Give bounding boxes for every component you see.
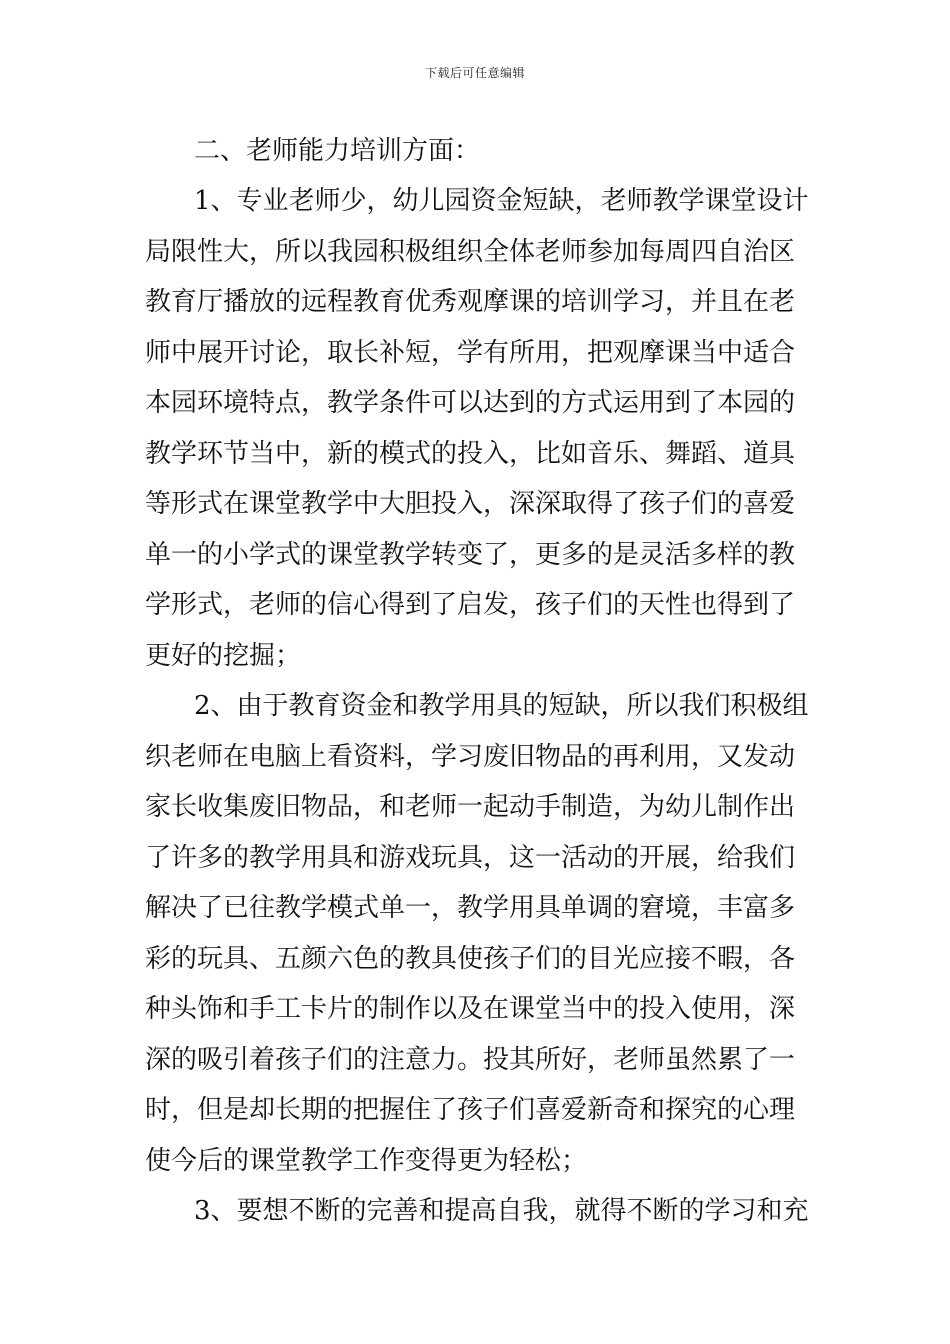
paragraph-line: 等形式在课堂教学中大胆投入，深深取得了孩子们的喜爱 bbox=[145, 489, 796, 519]
section-heading: 二、老师能力培训方面： bbox=[194, 136, 481, 166]
paragraph-line: 种头饰和手工卡片的制作以及在课堂当中的投入使用，深 bbox=[145, 994, 796, 1024]
paragraph-line: 深的吸引着孩子们的注意力。投其所好，老师虽然累了一 bbox=[145, 1045, 796, 1075]
paragraph-line: 2、由于教育资金和教学用具的短缺，所以我们积极组 bbox=[194, 691, 809, 721]
paragraph-line: 解决了已往教学模式单一，教学用具单调的窘境，丰富多 bbox=[145, 893, 796, 923]
paragraph-line: 学形式，老师的信心得到了启发，孩子们的天性也得到了 bbox=[145, 590, 796, 620]
paragraph-line: 使今后的课堂教学工作变得更为轻松； bbox=[145, 1146, 588, 1176]
page-header: 下载后可任意编辑 bbox=[424, 66, 525, 80]
paragraph-line: 家长收集废旧物品，和老师一起动手制造，为幼儿制作出 bbox=[145, 792, 796, 822]
paragraph-line: 师中展开讨论，取长补短，学有所用，把观摩课当中适合 bbox=[145, 338, 796, 368]
paragraph-line: 1、专业老师少，幼儿园资金短缺，老师教学课堂设计 bbox=[194, 186, 809, 216]
paragraph-line: 彩的玩具、五颜六色的教具使孩子们的目光应接不暇，各 bbox=[145, 944, 796, 974]
paragraph-line: 更好的挖掘； bbox=[145, 641, 302, 671]
paragraph-line: 了许多的教学用具和游戏玩具，这一活动的开展，给我们 bbox=[145, 843, 796, 873]
paragraph-line: 单一的小学式的课堂教学转变了，更多的是灵活多样的教 bbox=[145, 540, 796, 570]
paragraph-line: 织老师在电脑上看资料，学习废旧物品的再利用，又发动 bbox=[145, 742, 796, 772]
paragraph-line: 3、要想不断的完善和提高自我，就得不断的学习和充 bbox=[194, 1196, 809, 1226]
paragraph-line: 局限性大，所以我园积极组织全体老师参加每周四自治区 bbox=[145, 237, 796, 267]
paragraph-line: 教学环节当中，新的模式的投入，比如音乐、舞蹈、道具 bbox=[145, 439, 796, 469]
paragraph-line: 教育厅播放的远程教育优秀观摩课的培训学习，并且在老 bbox=[145, 287, 796, 317]
paragraph-line: 时，但是却长期的把握住了孩子们喜爱新奇和探究的心理 bbox=[145, 1095, 796, 1125]
paragraph-line: 本园环境特点，教学条件可以达到的方式运用到了本园的 bbox=[145, 388, 796, 418]
